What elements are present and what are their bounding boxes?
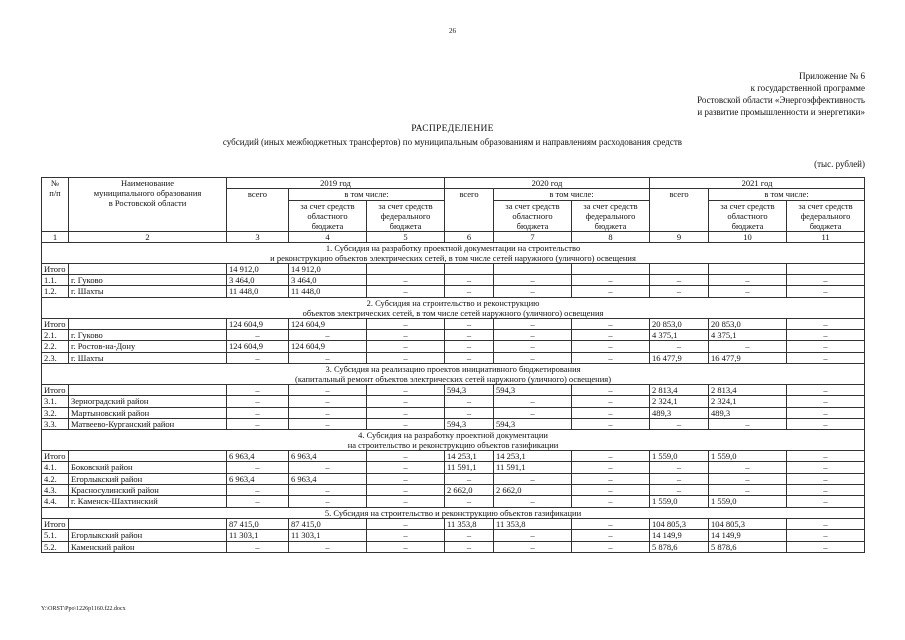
col-header-federal-2020: за счет средств федерального бюджета [572,200,650,231]
column-numbers-row [42,231,865,242]
value-cell [709,263,787,274]
col-number: 4 [289,231,367,242]
value-cell: – [572,541,650,552]
table-body [42,178,865,553]
value-cell: – [787,462,865,473]
value-cell: – [289,407,367,418]
row-number: 3.2. [42,407,69,418]
value-cell: – [787,341,865,352]
value-cell: – [787,518,865,529]
value-cell: 87 415,0 [289,518,367,529]
municipality-name: г. Гуково [69,330,227,341]
value-cell: 124 604,9 [289,341,367,352]
municipality-name: Боковский район [69,462,227,473]
value-cell: 87 415,0 [227,518,289,529]
value-cell: – [289,462,367,473]
section-title: 1. Субсидия на разработку проектной документации на строительство и реконструкцию объектов электрических сетей, в том числе сетей наружного (уличного) освещения [42,242,865,263]
value-cell [572,263,650,274]
section-title: 2. Субсидия на строительство и реконструкцию объектов электрических сетей, в том числе сетей наружного (уличного) освещения [42,297,865,318]
value-cell: – [227,541,289,552]
value-cell: – [227,462,289,473]
col-number: 7 [494,231,572,242]
value-cell: – [445,530,494,541]
appendix-block [697,70,865,118]
col-header-regional-2021: за счет средств областного бюджета [709,200,787,231]
distribution-table [41,177,865,553]
value-cell: – [367,473,445,484]
value-cell: – [572,384,650,395]
value-cell: – [709,286,787,297]
value-cell: – [445,341,494,352]
col-number: 10 [709,231,787,242]
row-number: 4.3. [42,485,69,496]
value-cell: 14 253,1 [445,451,494,462]
value-cell: 2 662,0 [494,485,572,496]
value-cell: – [572,518,650,529]
table-row [42,462,865,473]
value-cell: – [227,396,289,407]
value-cell: 16 477,9 [650,352,709,363]
municipality-name: г. Каменск-Шахтинский [69,496,227,507]
value-cell: – [494,330,572,341]
section-title-row [42,242,865,263]
value-cell: 1 559,0 [709,451,787,462]
col-number: 6 [445,231,494,242]
value-cell: – [367,518,445,529]
municipality-name: Егорлыкский район [69,530,227,541]
value-cell: – [709,462,787,473]
section-title-row [42,507,865,518]
section-title-row [42,430,865,451]
value-cell: 6 963,4 [227,473,289,484]
row-number: 3.1. [42,396,69,407]
value-cell: 5 878,6 [709,541,787,552]
municipality-name: Каменский район [69,541,227,552]
row-number: 3.3. [42,418,69,429]
col-header-incl-2019: в том числе: [289,189,445,200]
value-cell: 20 853,0 [709,318,787,329]
value-cell: – [787,384,865,395]
col-header-incl-2020: в том числе: [494,189,650,200]
value-cell: 594,3 [494,384,572,395]
col-number: 3 [227,231,289,242]
value-cell: 489,3 [650,407,709,418]
table-row [42,518,865,529]
table-row [42,352,865,363]
value-cell: – [289,496,367,507]
value-cell: 6 963,4 [289,473,367,484]
value-cell: – [494,496,572,507]
value-cell: 124 604,9 [289,318,367,329]
table-row [42,451,865,462]
value-cell: – [367,286,445,297]
municipality-name: Зерноградский район [69,396,227,407]
col-number: 9 [650,231,709,242]
value-cell: – [572,396,650,407]
col-header-regional-2019: за счет средств областного бюджета [289,200,367,231]
table-row [42,396,865,407]
value-cell: 4 375,1 [709,330,787,341]
value-cell: 3 464,0 [227,275,289,286]
row-number: 4.4. [42,496,69,507]
value-cell: – [650,473,709,484]
value-cell: – [367,451,445,462]
value-cell: – [227,496,289,507]
municipality-name [69,263,227,274]
value-cell: 1 559,0 [709,496,787,507]
value-cell: – [289,396,367,407]
page-number: 26 [449,27,456,35]
value-cell: – [709,473,787,484]
value-cell: – [494,286,572,297]
value-cell: – [445,286,494,297]
value-cell: – [572,462,650,473]
value-cell: – [572,318,650,329]
value-cell [494,263,572,274]
col-number: 5 [367,231,445,242]
col-header-incl-2021: в том числе: [709,189,865,200]
value-cell: 594,3 [445,418,494,429]
value-cell: – [494,352,572,363]
document-title: РАСПРЕДЕЛЕНИЕ [411,124,494,134]
col-header-total-2021: всего [650,189,709,231]
value-cell: 6 963,4 [227,451,289,462]
value-cell: – [650,275,709,286]
value-cell: – [367,275,445,286]
value-cell: 124 604,9 [227,318,289,329]
value-cell: – [367,496,445,507]
value-cell: 14 912,0 [227,263,289,274]
municipality-name [69,384,227,395]
row-number: 5.1. [42,530,69,541]
value-cell: – [227,330,289,341]
value-cell: – [787,275,865,286]
row-number: Итого [42,518,69,529]
value-cell: – [367,384,445,395]
value-cell: – [650,485,709,496]
value-cell: – [709,485,787,496]
value-cell: – [494,318,572,329]
table-row [42,330,865,341]
municipality-name: Егорлыкский район [69,473,227,484]
row-number: 2.3. [42,352,69,363]
header-row-1 [42,178,865,189]
value-cell: – [367,318,445,329]
value-cell: – [572,330,650,341]
value-cell: 3 464,0 [289,275,367,286]
value-cell: – [289,384,367,395]
table-row [42,407,865,418]
municipality-name: г. Гуково [69,275,227,286]
col-header-federal-2021: за счет средств федерального бюджета [787,200,865,231]
value-cell: – [367,352,445,363]
value-cell: – [494,541,572,552]
table-row [42,485,865,496]
value-cell: – [709,275,787,286]
value-cell: – [787,418,865,429]
value-cell: 2 662,0 [445,485,494,496]
row-number: Итого [42,451,69,462]
appendix-line-1: Приложение № 6 [799,71,865,81]
row-number: 5.2. [42,541,69,552]
value-cell: – [787,485,865,496]
value-cell: 594,3 [494,418,572,429]
municipality-name: Красносулинский район [69,485,227,496]
appendix-line-4: и развитие промышленности и энергетики» [697,107,865,117]
value-cell: 2 813,4 [650,384,709,395]
value-cell: – [289,352,367,363]
value-cell: – [572,407,650,418]
value-cell: 5 878,6 [650,541,709,552]
value-cell: – [227,418,289,429]
value-cell: – [709,341,787,352]
value-cell: 14 149,9 [709,530,787,541]
value-cell: – [572,485,650,496]
col-header-year-2020: 2020 год [445,178,650,189]
section-title: 5. Субсидия на строительство и реконструкцию объектов газификации [42,507,865,518]
document-subtitle: субсидий (иных межбюджетных трансфертов) по муниципальным образованиям и направлениям расходования средств [222,137,683,147]
table-row [42,263,865,274]
value-cell: – [494,473,572,484]
value-cell: – [650,462,709,473]
row-number: 4.1. [42,462,69,473]
value-cell: – [650,418,709,429]
value-cell: – [787,286,865,297]
value-cell: – [289,485,367,496]
col-number: 2 [69,231,227,242]
value-cell: – [227,352,289,363]
value-cell: 104 805,3 [709,518,787,529]
value-cell: 6 963,4 [289,451,367,462]
value-cell: – [445,496,494,507]
value-cell: 11 448,0 [227,286,289,297]
value-cell: 1 559,0 [650,496,709,507]
table-row [42,341,865,352]
value-cell: 14 149,9 [650,530,709,541]
value-cell: – [650,286,709,297]
value-cell: 2 324,1 [650,396,709,407]
value-cell: 11 591,1 [494,462,572,473]
value-cell: – [445,330,494,341]
municipality-name: г. Шахты [69,286,227,297]
row-number: 4.2. [42,473,69,484]
units-label: (тыс. рублей) [814,159,865,169]
value-cell: – [572,341,650,352]
value-cell: – [367,530,445,541]
table-row [42,275,865,286]
value-cell: – [367,485,445,496]
col-header-num: № п/п [42,178,69,232]
value-cell: 124 604,9 [227,341,289,352]
municipality-name [69,518,227,529]
value-cell: 14 912,0 [289,263,367,274]
value-cell [650,263,709,274]
value-cell: 11 353,8 [494,518,572,529]
value-cell: – [445,407,494,418]
value-cell: – [289,418,367,429]
table-row [42,384,865,395]
col-header-federal-2019: за счет средств федерального бюджета [367,200,445,231]
value-cell: – [787,407,865,418]
table-row [42,541,865,552]
row-number: Итого [42,384,69,395]
value-cell: – [787,473,865,484]
value-cell: – [367,418,445,429]
value-cell: – [367,407,445,418]
value-cell: 4 375,1 [650,330,709,341]
value-cell: – [494,530,572,541]
value-cell: – [572,473,650,484]
value-cell: – [289,330,367,341]
value-cell: – [367,341,445,352]
row-number: Итого [42,263,69,274]
value-cell: – [367,462,445,473]
value-cell: – [787,541,865,552]
value-cell: – [572,352,650,363]
value-cell: – [227,485,289,496]
appendix-line-3: Ростовской области «Энергоэффективность [697,95,865,105]
municipality-name: Матвеево-Курганский район [69,418,227,429]
value-cell: 20 853,0 [650,318,709,329]
value-cell: 11 303,1 [289,530,367,541]
row-number: 2.1. [42,330,69,341]
value-cell: 1 559,0 [650,451,709,462]
municipality-name [69,318,227,329]
value-cell: – [572,286,650,297]
col-header-regional-2020: за счет средств областного бюджета [494,200,572,231]
value-cell: 11 353,8 [445,518,494,529]
value-cell: 104 805,3 [650,518,709,529]
col-number: 8 [572,231,650,242]
value-cell: – [445,541,494,552]
section-title-row [42,363,865,384]
value-cell: – [494,341,572,352]
value-cell: – [445,352,494,363]
table-row [42,418,865,429]
value-cell: – [445,275,494,286]
value-cell: – [787,496,865,507]
row-number: Итого [42,318,69,329]
section-title: 4. Субсидия на разработку проектной документации на строительство и реконструкцию объектов газификации [42,430,865,451]
value-cell: – [367,396,445,407]
table-row [42,473,865,484]
value-cell: – [572,418,650,429]
value-cell: – [787,318,865,329]
value-cell: 11 591,1 [445,462,494,473]
value-cell: 594,3 [445,384,494,395]
row-number: 1.2. [42,286,69,297]
value-cell [445,263,494,274]
value-cell: 2 324,1 [709,396,787,407]
row-number: 1.1. [42,275,69,286]
value-cell: – [787,396,865,407]
value-cell: 2 813,4 [709,384,787,395]
table-row [42,318,865,329]
value-cell: 489,3 [709,407,787,418]
municipality-name: г. Шахты [69,352,227,363]
value-cell: – [494,275,572,286]
value-cell: 16 477,9 [709,352,787,363]
value-cell [367,263,445,274]
value-cell: – [787,352,865,363]
row-number: 2.2. [42,341,69,352]
municipality-name [69,451,227,462]
value-cell: – [787,330,865,341]
appendix-line-2: к государственной программе [750,83,865,93]
value-cell: 11 448,0 [289,286,367,297]
value-cell: – [572,275,650,286]
value-cell: – [445,473,494,484]
value-cell: – [787,451,865,462]
table-row [42,496,865,507]
col-number: 1 [42,231,69,242]
col-header-year-2021: 2021 год [650,178,865,189]
value-cell: – [709,418,787,429]
value-cell: – [650,341,709,352]
value-cell: – [572,530,650,541]
value-cell: – [572,496,650,507]
value-cell: – [445,396,494,407]
value-cell: – [227,384,289,395]
value-cell: – [289,541,367,552]
section-title-row [42,297,865,318]
value-cell: – [494,396,572,407]
value-cell: – [494,407,572,418]
value-cell: – [367,330,445,341]
value-cell: 11 303,1 [227,530,289,541]
value-cell: – [445,318,494,329]
value-cell: – [227,407,289,418]
col-header-total-2020: всего [445,189,494,231]
municipality-name: г. Ростов-на-Дону [69,341,227,352]
value-cell: 14 253,1 [494,451,572,462]
section-title: 3. Субсидия на реализацию проектов инициативного бюджетирования (капитальный ремонт объектов электрических сетей наружного (уличного) освещения) [42,363,865,384]
value-cell [787,263,865,274]
value-cell: – [787,530,865,541]
municipality-name: Мартыновский район [69,407,227,418]
table-row [42,286,865,297]
value-cell: – [572,451,650,462]
table-row [42,530,865,541]
value-cell: – [367,541,445,552]
col-header-name: Наименование муниципального образования в Ростовской области [69,178,227,232]
file-path-footer: Y:\ORST\Ppo\1226p1160.f22.docx [41,606,126,612]
col-header-year-2019: 2019 год [227,178,445,189]
col-header-total-2019: всего [227,189,289,231]
col-number: 11 [787,231,865,242]
